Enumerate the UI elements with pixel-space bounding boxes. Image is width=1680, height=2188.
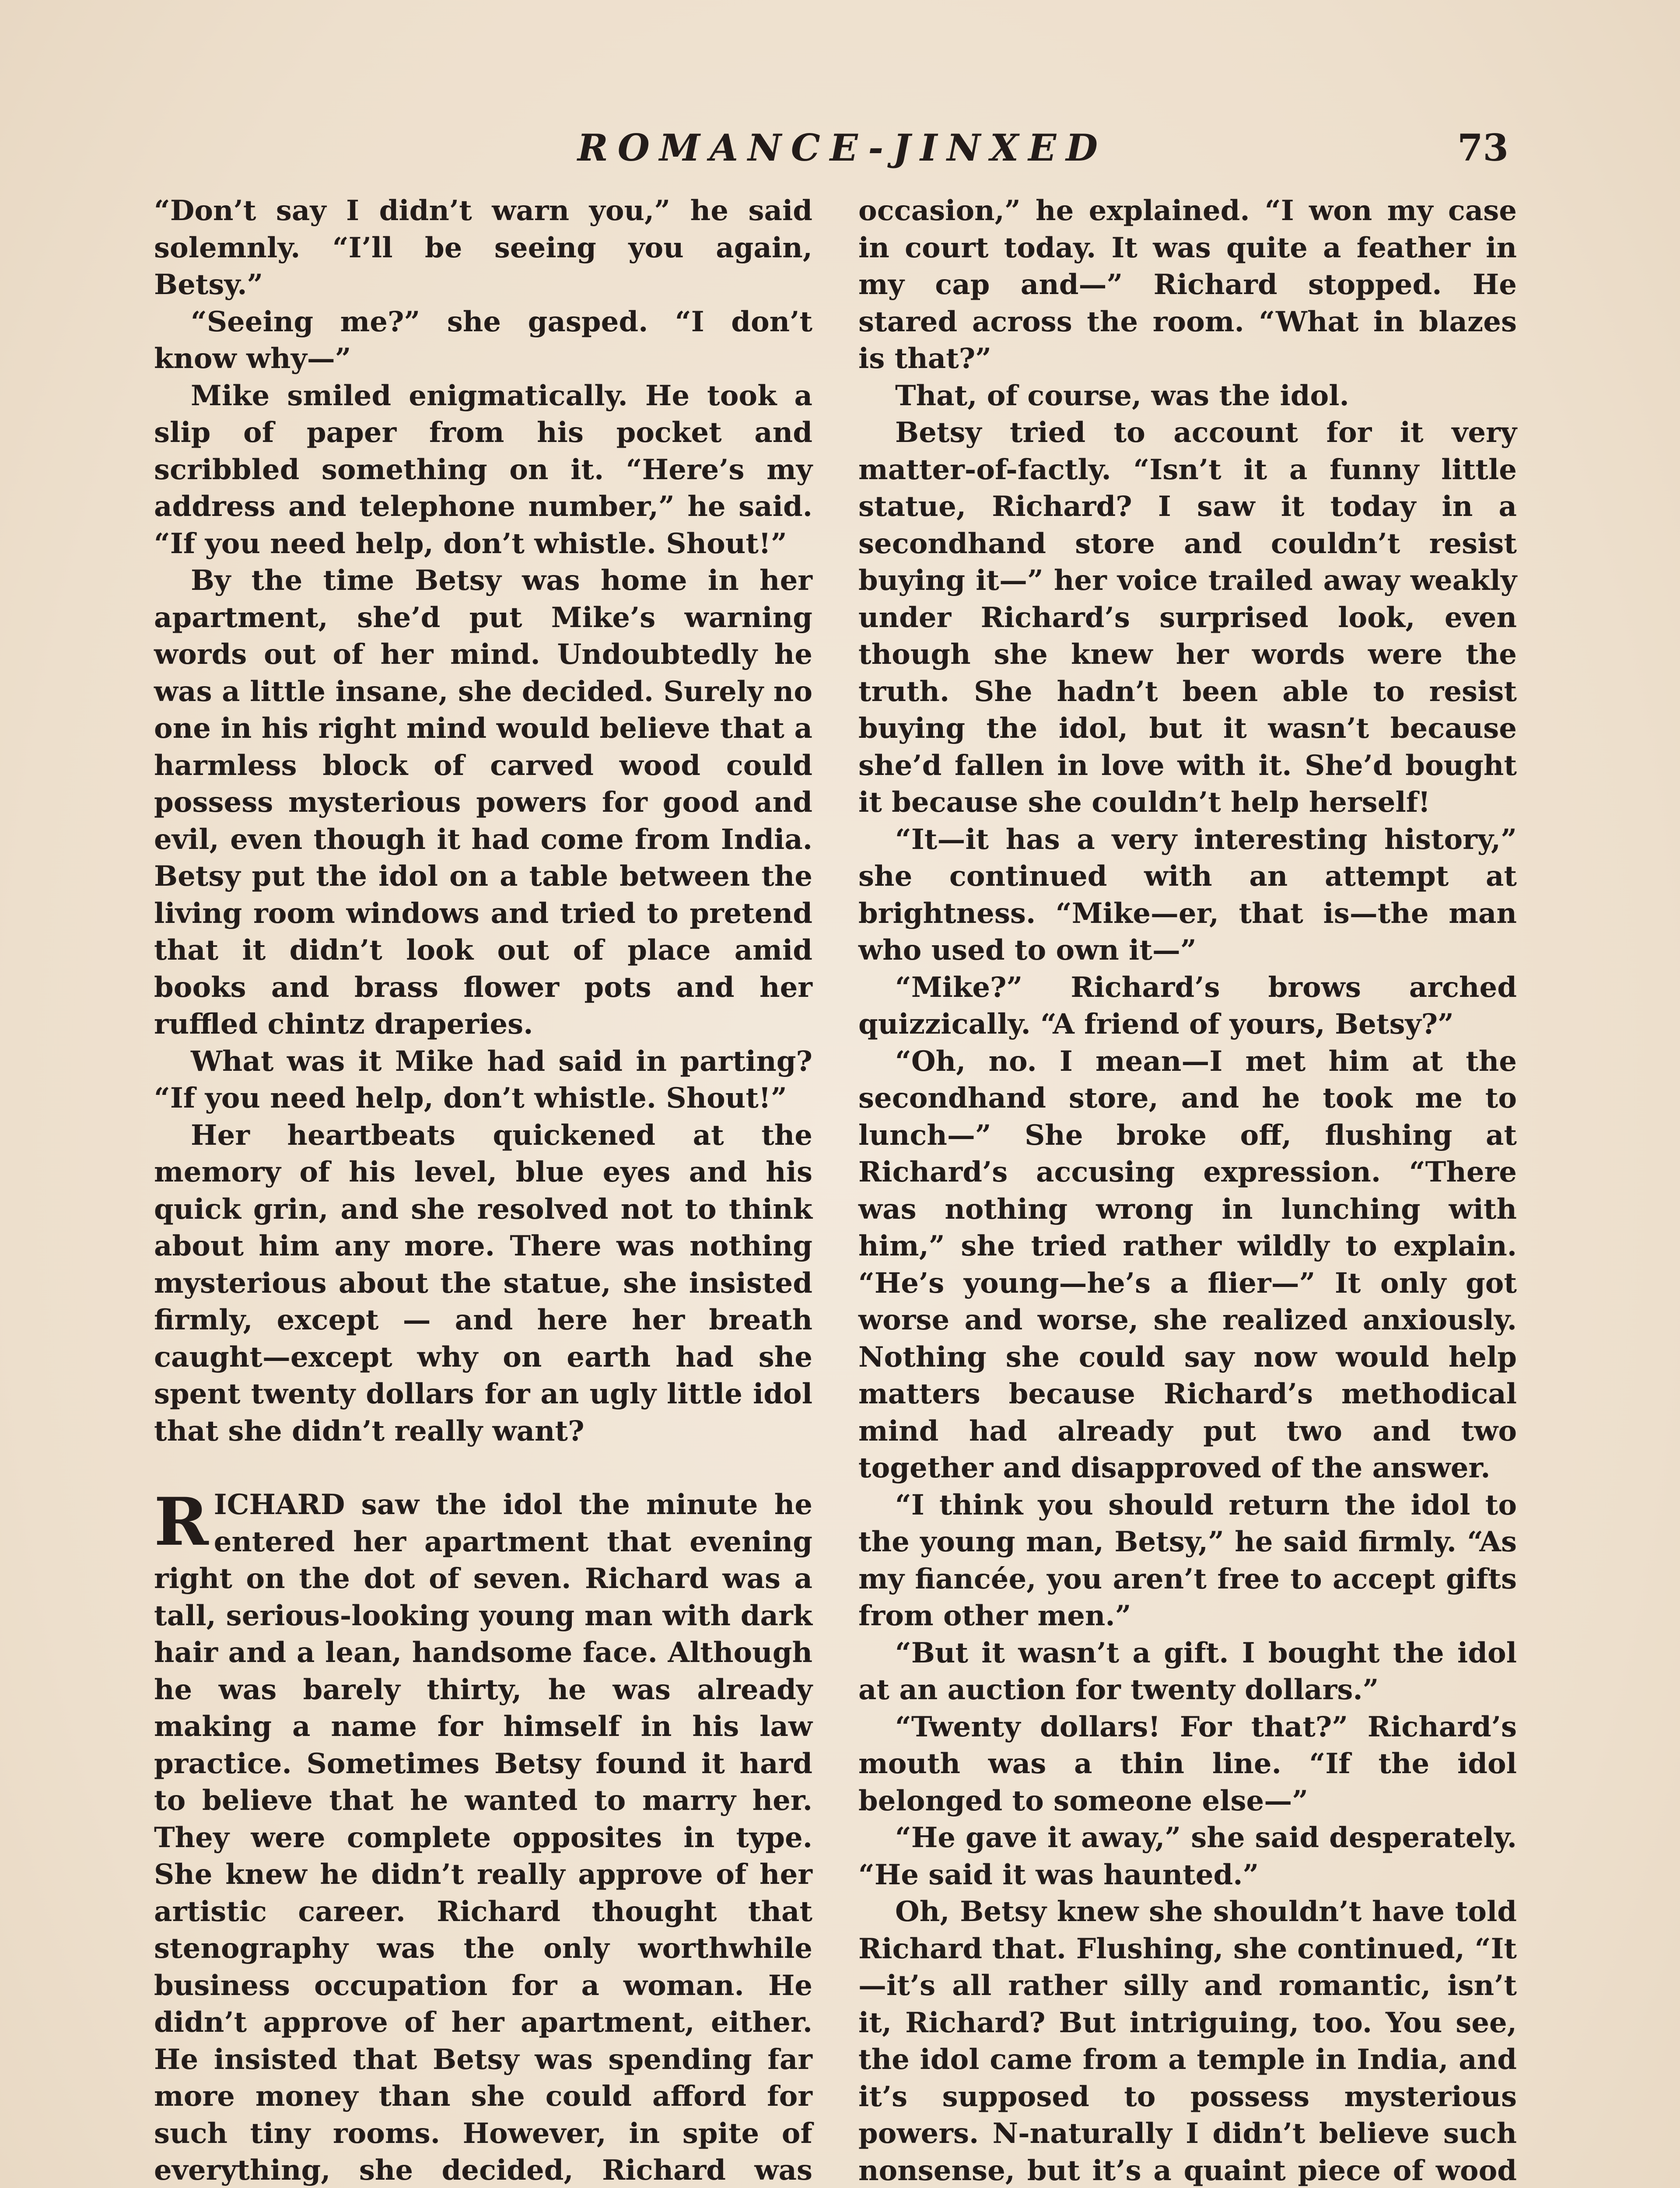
paragraph <box>154 1483 812 2188</box>
paragraph: “Oh, no. I mean—I met him at the secondhand store, and he took me to lunch—” She broke off, flushing at Richard’s accusing expression. “There was nothing wrong in lunching with him,” she tried rather wildly to explain. “He’s young—he’s a flier—” It only got worse and worse, she realized anxiously. Nothing she could say now would help matters because Richard’s methodical mind had already put two and two together and disapproved of the answer. <box>858 1045 1517 1484</box>
paragraph: “I think you should return the idol to the young man, Betsy,” he said firmly. “As my fiancée, you aren’t free to accept gifts from other men.” <box>858 1488 1517 1632</box>
paragraph: Oh, Betsy knew she shouldn’t have told Richard that. Flushing, she continued, “It—it’s all rather silly and romantic, isn’t it, Richard? But intriguing, too. You see, the idol came from a temple in India, and it’s supposed to possess mysterious powers. N-naturally I didn’t believe such nonsense, but it’s a quaint piece of wood <box>858 1895 1517 2187</box>
paragraph: That, of course, was the idol. <box>895 379 1349 412</box>
paragraph: occasion,” he explained. “I won my case in court today. It was quite a feather in my cap and—” Richard stopped. He stared across the room. “What in blazes is that?” <box>858 194 1517 375</box>
paragraph: “He gave it away,” she said desperately. “He said it was haunted.” <box>858 1821 1517 1891</box>
right-column <box>858 193 1517 2188</box>
drop-cap: R <box>154 1483 209 1560</box>
paragraph: “Don’t say I didn’t warn you,” he said solemnly. “I’ll be seeing you again, Betsy.” <box>154 194 812 301</box>
paragraph: By the time Betsy was home in her apartment, she’d put Mike’s warning words out of her mind. Undoubtedly he was a little insane, she decided. Surely no one in his right mind would believe that a harmless block of carved wood could possess mysterious powers for good and evil, even though it had come from India. Betsy put the idol on a table between the living room windows and tried to pretend that it didn’t look out of place amid books and brass flower pots and her ruffled chintz draperies. <box>154 564 812 1041</box>
paragraph: “But it wasn’t a gift. I bought the idol at an auction for twenty dollars.” <box>858 1636 1517 1706</box>
paragraph-text: ICHARD saw the idol the minute he entered her apartment that evening right on the dot of seven. Richard was a tall, serious-looking young man with dark hair and a lean, handsome face. Although he was barely thirty, he was already making a name for himself in his law practice. Sometimes Betsy found it hard to believe that he wanted to marry her. They were complete opposites in type. She knew he didn’t really approve of her artistic career. Richard thought that stenography was the only worthwhile business occupation for a woman. He didn’t approve of her apartment, either. He insisted that Betsy was spending far more money than she could afford for such tiny rooms. However, in spite of everything, she decided, Richard was <box>154 1488 812 2187</box>
paragraph: Mike smiled enigmatically. He took a slip of paper from his pocket and scribbled something on it. “Here’s my address and telephone number,” he said. “If you need help, don’t whistle. Shout!” <box>154 379 812 560</box>
story-title: ROMANCE-JINXED <box>578 126 1108 169</box>
paragraph: “It—it has a very interesting history,” she continued with an attempt at brightness. “Mike—er, that is—the man who used to own it—” <box>858 823 1517 967</box>
paragraph: Betsy tried to account for it very matter-of-factly. “Isn’t it a funny little statue, Richard? I saw it today in a secondhand store and couldn’t resist buying it—” her voice trailed away weakly under Richard’s surprised look, even though she knew her words were the truth. She hadn’t been able to resist buying the idol, but it wasn’t because she’d fallen in love with it. She’d bought it because she couldn’t help herself! <box>858 416 1517 819</box>
left-column <box>154 193 812 2188</box>
section-break <box>154 1450 812 1487</box>
paragraph: “Mike?” Richard’s brows arched quizzically. “A friend of yours, Betsy?” <box>858 971 1517 1041</box>
running-header <box>0 126 1680 174</box>
paragraph: Her heartbeats quickened at the memory of his level, blue eyes and his quick grin, and she resolved not to think about him any more. There was nothing mysterious about the statue, she insisted firmly, except — and here her breath caught—except why on earth had she spent twenty dollars for an ugly little idol that she didn’t really want? <box>154 1119 812 1448</box>
paragraph: “Seeing me?” she gasped. “I don’t know why—” <box>154 305 812 375</box>
paragraph: “Twenty dollars! For that?” Richard’s mouth was a thin line. “If the idol belonged to someone else—” <box>858 1710 1517 1817</box>
page-number: 73 <box>1457 126 1508 169</box>
paragraph: What was it Mike had said in parting? “If you need help, don’t whistle. Shout!” <box>154 1045 812 1115</box>
